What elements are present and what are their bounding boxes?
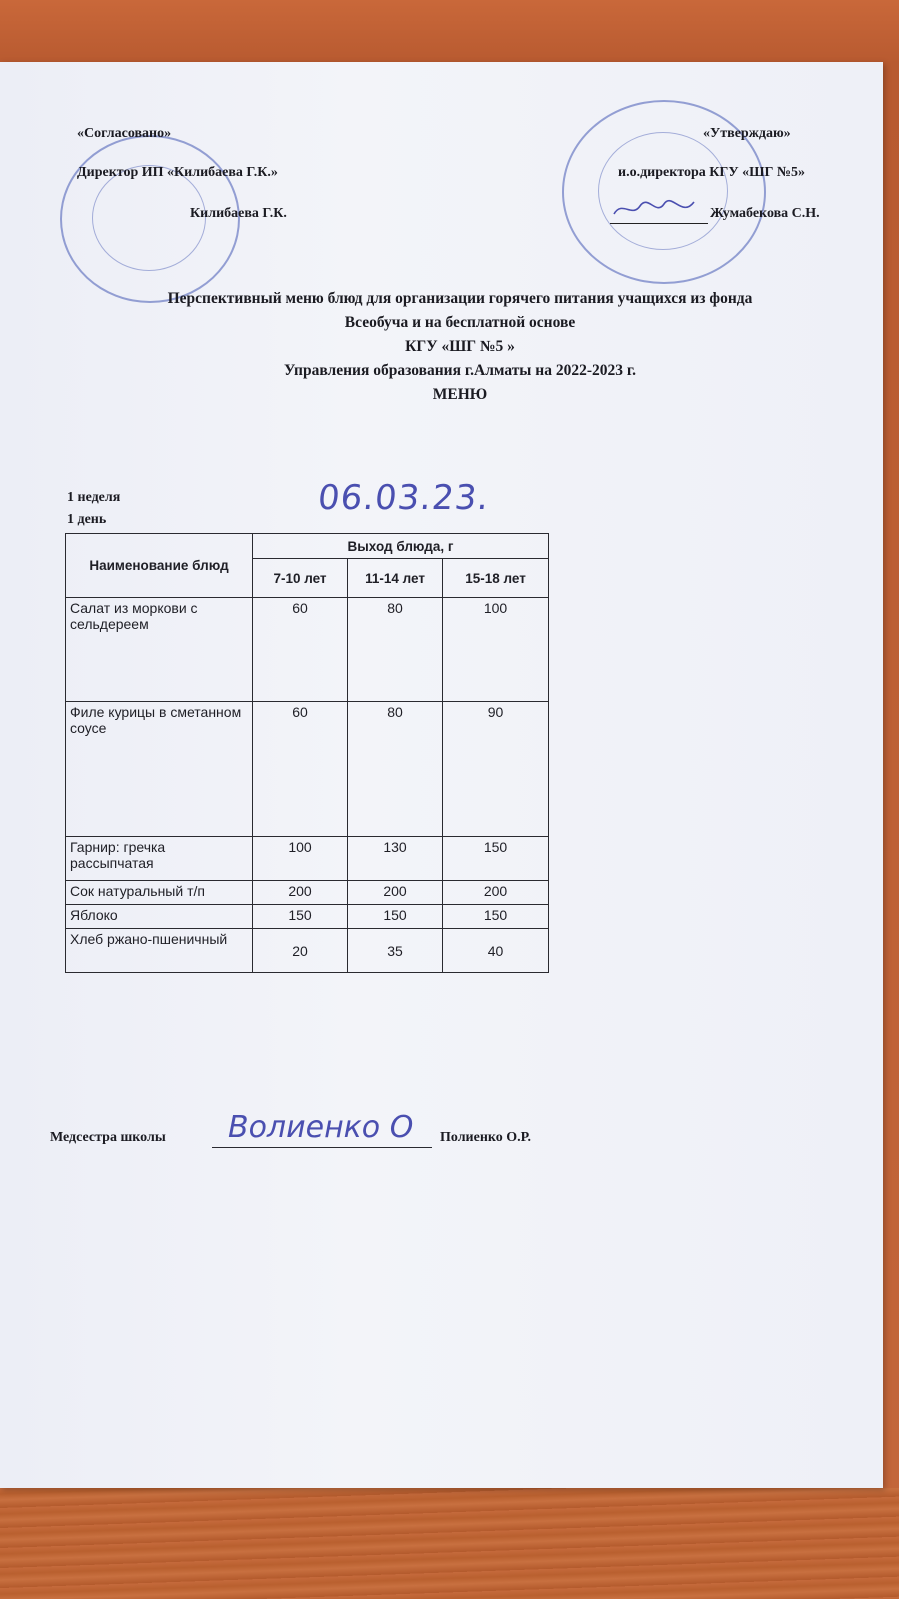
approved-position: и.о.директора КГУ «ШГ №5»: [618, 165, 805, 180]
agreed-label: «Согласовано»: [77, 126, 172, 141]
approved-name: Жумабекова С.Н.: [710, 206, 820, 221]
header-output: Выход блюда, г: [253, 534, 549, 559]
table-row: [66, 702, 549, 837]
dish-name: Гарнир: гречка рассыпчатая: [66, 837, 253, 881]
portion-7-10: 150: [253, 905, 348, 929]
portion-11-14: 80: [348, 702, 443, 837]
portion-11-14: 200: [348, 881, 443, 905]
table-row: [66, 881, 549, 905]
header-age-7-10: 7-10 лет: [253, 559, 348, 598]
approved-signature-line: [610, 223, 708, 224]
portion-15-18: 90: [443, 702, 549, 837]
dish-name: Салат из моркови с сельдереем: [66, 598, 253, 702]
portion-15-18: 150: [443, 837, 549, 881]
menu-table: [65, 533, 549, 973]
table-row: [66, 598, 549, 702]
portion-11-14: 130: [348, 837, 443, 881]
header-age-11-14: 11-14 лет: [348, 559, 443, 598]
portion-7-10: 60: [253, 702, 348, 837]
portion-11-14: 35: [348, 929, 443, 973]
portion-15-18: 150: [443, 905, 549, 929]
approved-label: «Утверждаю»: [703, 126, 791, 141]
document-title-menu: МЕНЮ: [432, 386, 488, 403]
agreed-position: Директор ИП «Килибаева Г.К.»: [77, 165, 278, 180]
portion-11-14: 80: [348, 598, 443, 702]
nurse-signature-line: [212, 1147, 432, 1148]
header-dish-name: Наименование блюд: [66, 534, 253, 598]
dish-name: Сок натуральный т/п: [66, 881, 253, 905]
table-row: [66, 929, 549, 973]
portion-11-14: 150: [348, 905, 443, 929]
portion-15-18: 40: [443, 929, 549, 973]
document-title-line3: КГУ «ШГ №5 »: [405, 338, 515, 355]
week-label: 1 неделя: [67, 490, 121, 505]
table-row: [66, 837, 549, 881]
nurse-label: Медсестра школы: [50, 1130, 166, 1145]
portion-7-10: 100: [253, 837, 348, 881]
dish-name: Яблоко: [66, 905, 253, 929]
portion-7-10: 20: [253, 929, 348, 973]
agreed-name: Килибаева Г.К.: [190, 206, 287, 221]
portion-15-18: 100: [443, 598, 549, 702]
wooden-table-surface: [0, 1488, 899, 1599]
table-row: [66, 905, 549, 929]
dish-name: Филе курицы в сметанном соусе: [66, 702, 253, 837]
approved-signature: [612, 196, 696, 222]
portion-7-10: 200: [253, 881, 348, 905]
document-title-line2: Всеобуча и на бесплатной основе: [344, 314, 576, 331]
dish-name: Хлеб ржано-пшеничный: [66, 929, 253, 973]
portion-15-18: 200: [443, 881, 549, 905]
document-title-line4: Управления образования г.Алматы на 2022-2023 г.: [283, 362, 637, 379]
nurse-name: Полиенко О.Р.: [440, 1130, 531, 1145]
handwritten-date: 06.03.23.: [315, 478, 492, 518]
portion-7-10: 60: [253, 598, 348, 702]
header-age-15-18: 15-18 лет: [443, 559, 549, 598]
nurse-signature: Волиенко О: [228, 1110, 414, 1145]
day-label: 1 день: [67, 512, 107, 527]
document-title-line1: Перспективный меню блюд для организации горячего питания учащихся из фонда: [167, 290, 753, 307]
